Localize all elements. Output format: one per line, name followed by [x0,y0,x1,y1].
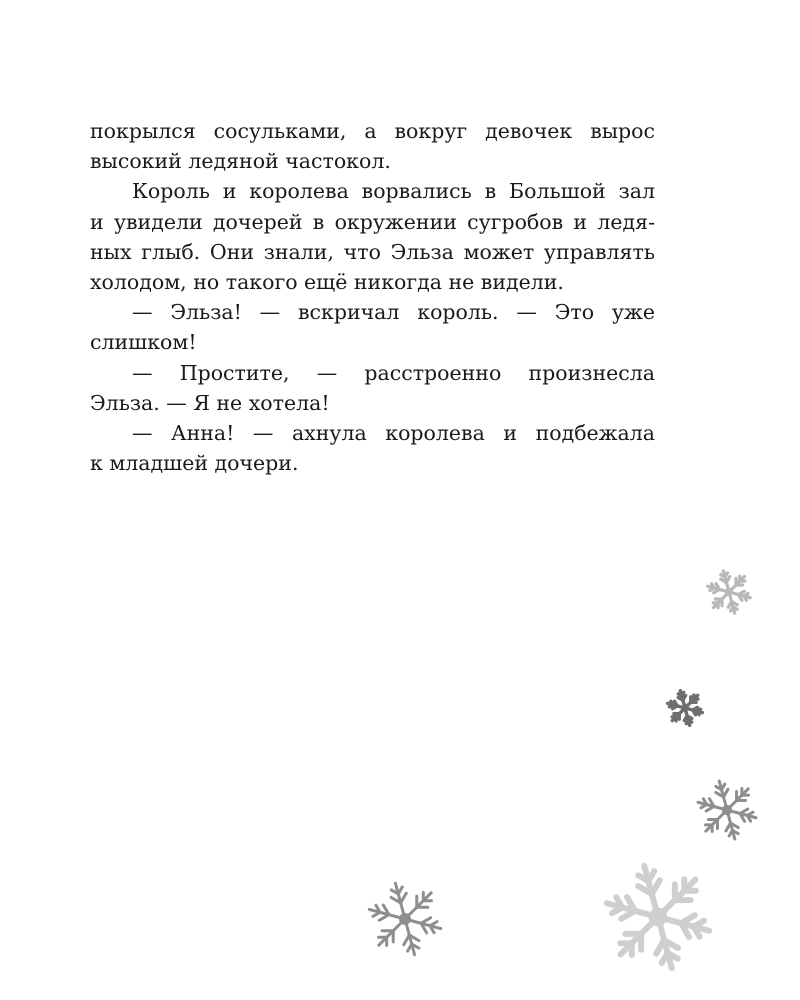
text-line: Король и королева ворвались в Большой зал [132,179,655,204]
snowflake-icon [684,778,770,842]
text-line: холодом, но такого ещё никогда не видели. [90,269,564,294]
snowflake-icon [588,862,728,972]
text-line: — Простите, — расстроенно произнесла [132,360,655,385]
text-line: — Эльза! — вскричал король. — Это уже [132,300,655,325]
snowflake-icon [662,688,708,728]
text-line: слишком! [90,330,197,355]
text-line: Эльза. — Я не хотела! [90,390,330,415]
text-line: к младшей дочери. [90,451,299,476]
text-line: покрылся сосульками, а вокруг девочек вырос [90,119,655,143]
snowflake-icon [662,688,708,728]
text-line: и увидели дочерей в окружении сугробов и ледя- [90,209,655,234]
snowflake-icon [684,778,770,842]
text-line: ных глыб. Они знали, что Эльза может управлять [90,239,655,264]
text-line: — Анна! — ахнула королева и подбежала [132,420,655,445]
snowflake-icon [700,568,758,616]
text-line: высокий ледяной частокол. [90,149,391,174]
story-text [90,116,655,478]
snowflake-icon [700,568,758,616]
snowflake-icon [358,880,452,958]
snowflake-icon [588,862,728,972]
snowflake-icon [358,880,452,958]
